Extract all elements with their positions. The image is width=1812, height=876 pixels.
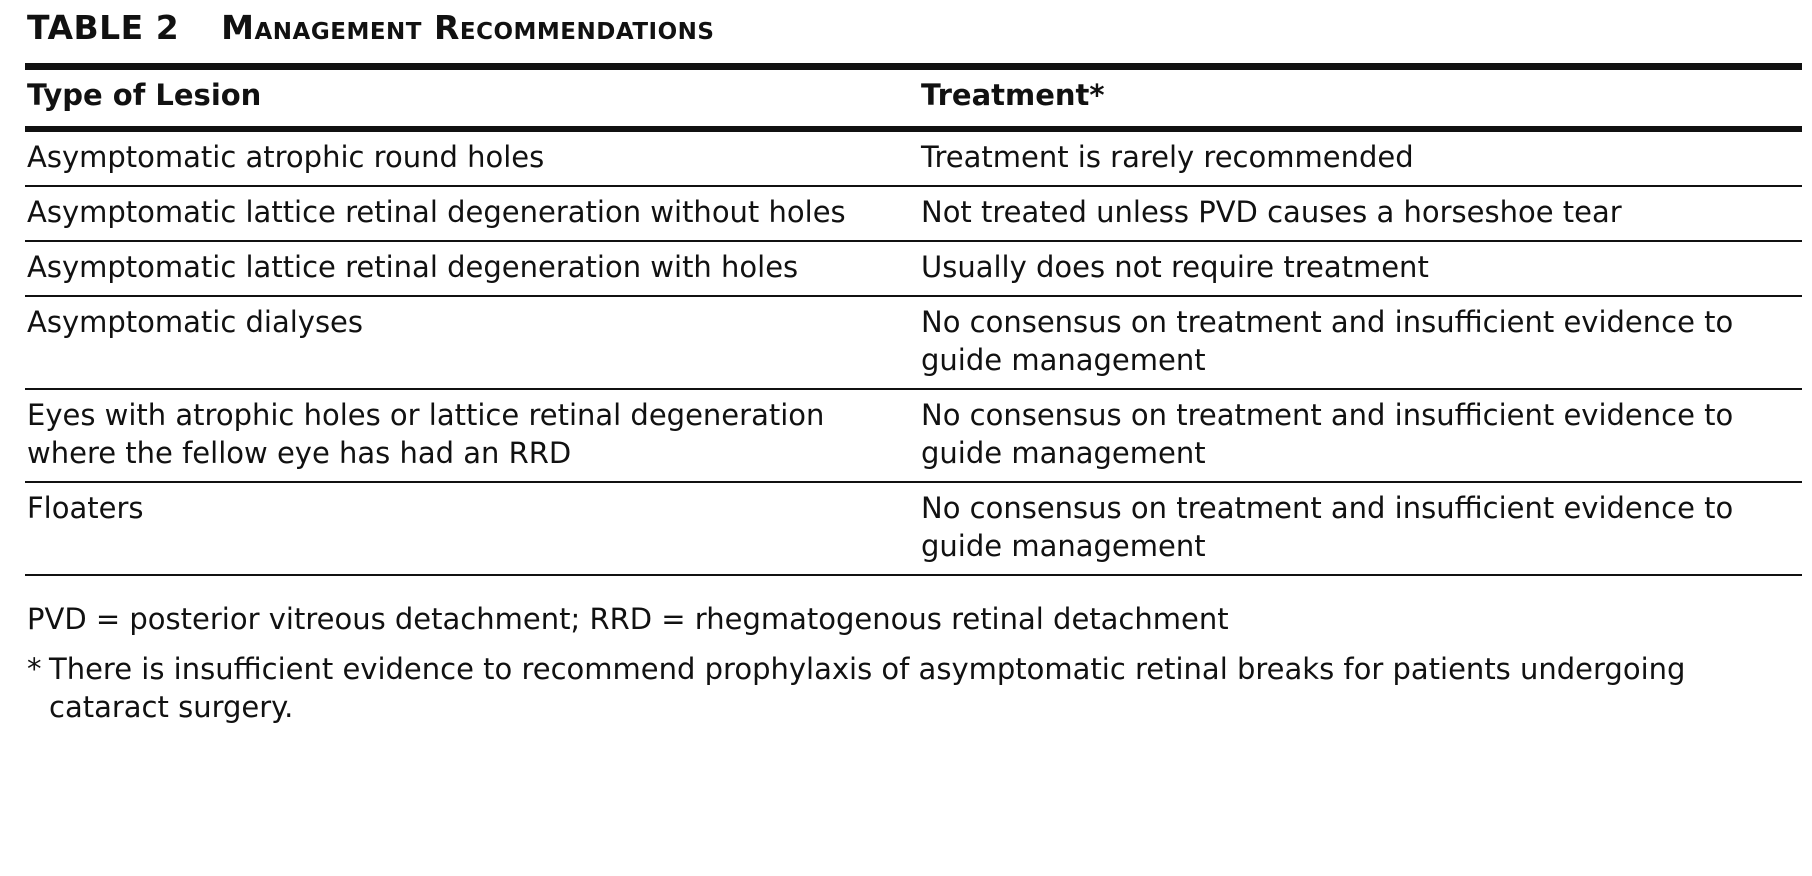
footnote-asterisk: * [27, 652, 42, 686]
table-title-row [27, 8, 1812, 50]
lesion-cell: Asymptomatic atrophic round holes [25, 132, 919, 186]
table-row [25, 132, 1802, 186]
table-row [25, 241, 1802, 296]
lesion-cell: Asymptomatic lattice retinal degeneration without holes [25, 186, 919, 241]
table-row [25, 186, 1802, 241]
treatment-cell: No consensus on treatment and insufficient evidence to guide management [919, 389, 1802, 482]
asterisk-footnote-text: There is insufficient evidence to recommend prophylaxis of asymptomatic retinal breaks for patients undergoing cataract surgery. [49, 652, 1686, 724]
treatment-cell: Treatment is rarely recommended [919, 132, 1802, 186]
table-row [25, 296, 1802, 389]
asterisk-footnote [25, 650, 1785, 726]
treatment-cell: No consensus on treatment and insufficient evidence to guide management [919, 482, 1802, 575]
lesion-cell: Asymptomatic dialyses [25, 296, 919, 389]
table-number: TABLE 2 [27, 8, 180, 47]
treatment-cell: No consensus on treatment and insufficient evidence to guide management [919, 296, 1802, 389]
treatment-cell: Usually does not require treatment [919, 241, 1802, 296]
lesion-cell: Floaters [25, 482, 919, 575]
table-row [25, 389, 1802, 482]
column-header-treatment: Treatment* [921, 78, 1105, 112]
abbreviations-footnote: PVD = posterior vitreous detachment; RRD = rhegmatogenous retinal detachment [27, 602, 1229, 636]
lesion-cell: Asymptomatic lattice retinal degeneration with holes [25, 241, 919, 296]
table-footnotes [25, 600, 1785, 726]
table-row [25, 482, 1802, 575]
treatment-cell: Not treated unless PVD causes a horseshoe tear [919, 186, 1802, 241]
table-title: Management Recommendations [221, 8, 715, 47]
header-row [25, 70, 1802, 126]
recommendations-table [25, 70, 1802, 126]
top-rule [25, 63, 1802, 70]
column-header-lesion: Type of Lesion [27, 78, 262, 112]
recommendations-table-body [25, 132, 1802, 576]
lesion-cell: Eyes with atrophic holes or lattice retinal degeneration where the fellow eye has had an RRD [25, 389, 919, 482]
